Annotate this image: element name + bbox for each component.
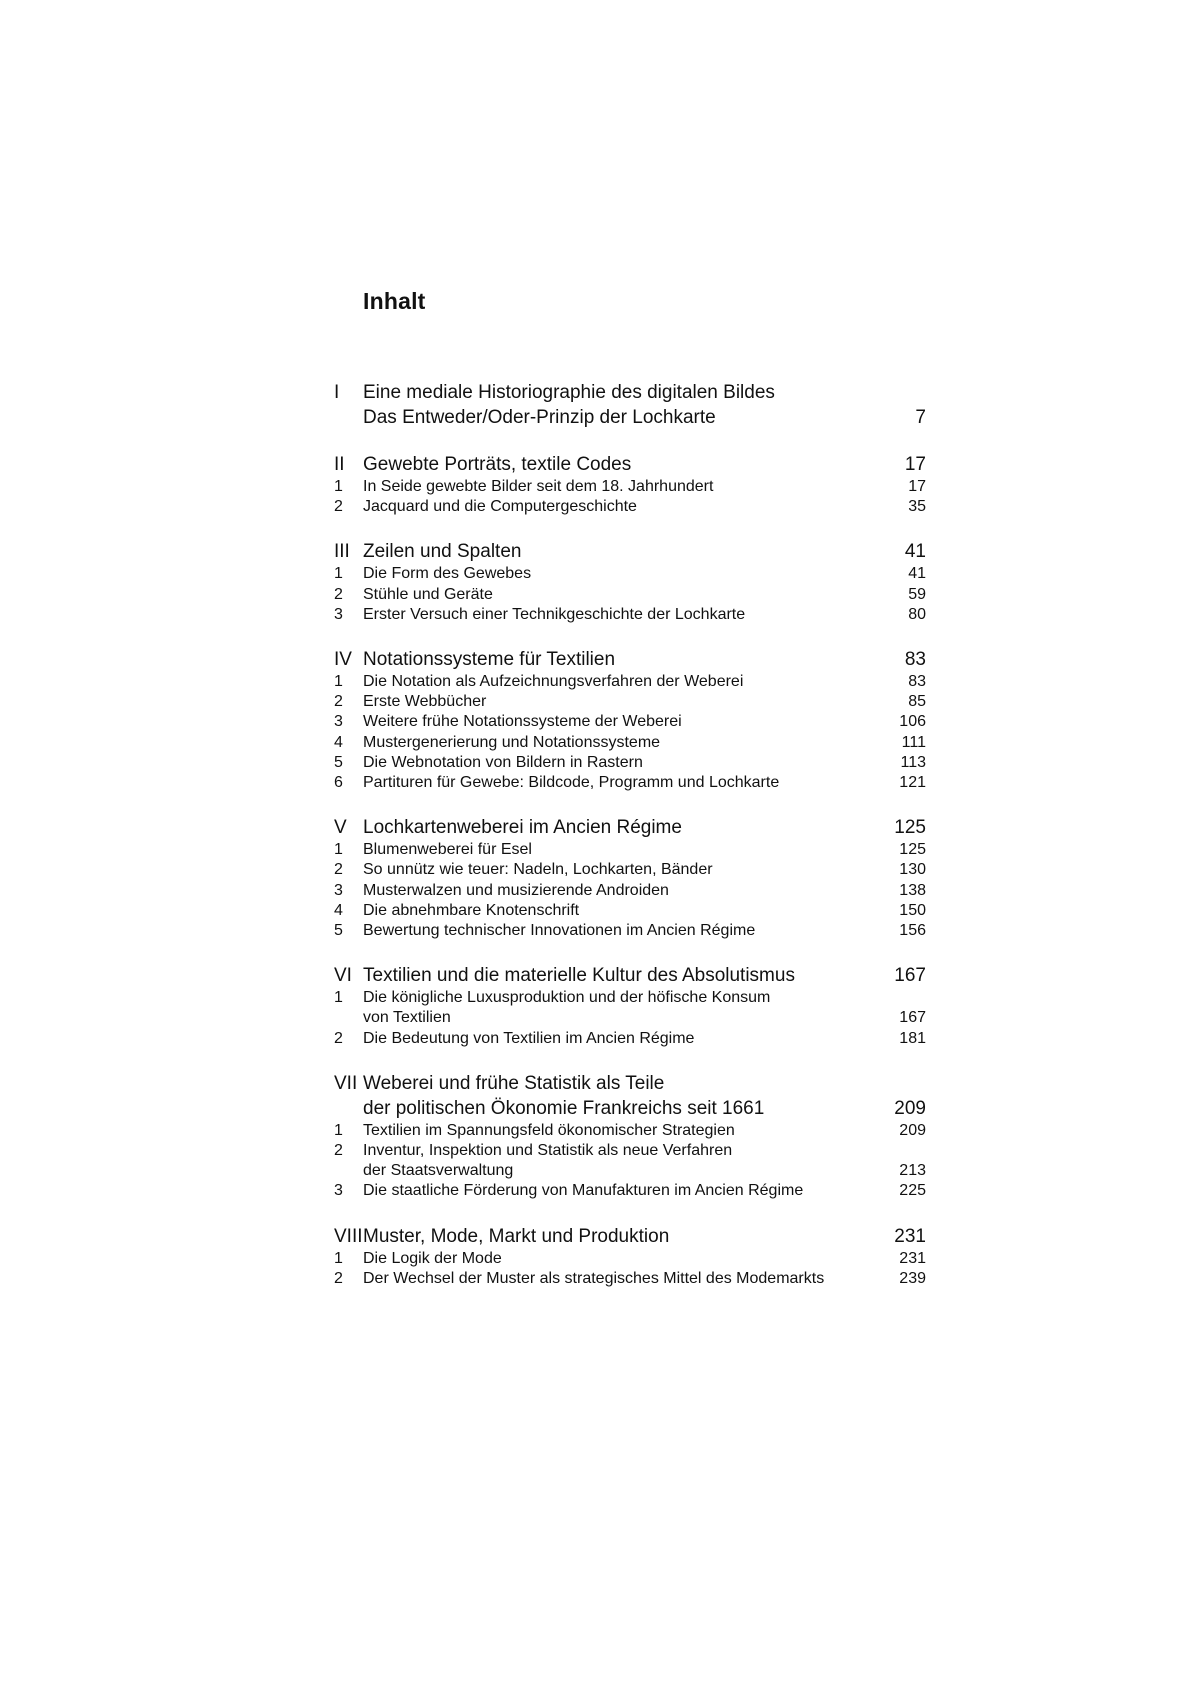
page-number: 41 — [904, 541, 926, 563]
chapter-title: Notationssysteme für Textilien — [363, 649, 616, 671]
chapter-heading-line — [334, 1096, 926, 1121]
chapter-title: Lochkartenweberei im Ancien Régime — [363, 817, 682, 839]
chapter-title: Textilien und die materielle Kultur des Absolutismus — [363, 965, 795, 987]
section-title: Mustergenerierung und Notationssysteme — [363, 733, 661, 751]
section-title: Der Wechsel der Muster als strategisches Mittel des Modemarkts — [363, 1269, 825, 1287]
chapter-title: Gewebte Porträts, textile Codes — [363, 454, 632, 475]
page-number: 83 — [908, 673, 926, 691]
section-number: 1 — [334, 989, 343, 1007]
section-title: So unnütz wie teuer: Nadeln, Lochkarten, Bänder — [363, 861, 713, 879]
section-number: 1 — [334, 478, 343, 495]
page-number: 231 — [894, 1225, 926, 1247]
section-number: 2 — [334, 585, 343, 603]
page-number: 83 — [904, 649, 926, 671]
section-number: 6 — [334, 774, 343, 792]
section-number: 3 — [334, 881, 343, 899]
section-entry — [334, 477, 926, 497]
section-entry — [334, 860, 926, 880]
section-number: 3 — [334, 605, 343, 623]
page-number: 209 — [894, 1097, 926, 1119]
section-number: 2 — [334, 1029, 343, 1047]
section-title: Jacquard und die Computergeschichte — [363, 498, 637, 516]
section-title: Textilien im Spannungsfeld ökonomischer Strategien — [363, 1121, 735, 1139]
page-number: 113 — [900, 753, 926, 771]
chapter-heading-line — [334, 1071, 926, 1096]
section-entry — [334, 988, 926, 1008]
section-title: Die abnehmbare Knotenschrift — [363, 901, 580, 919]
chapter-heading-line — [334, 1224, 926, 1249]
section-number: 1 — [334, 565, 343, 583]
section-entry — [334, 564, 926, 584]
section-title: Stühle und Geräte — [363, 585, 493, 603]
toc-chapter — [334, 539, 926, 625]
page-number: 35 — [908, 498, 926, 516]
section-entry — [334, 585, 926, 605]
section-entry — [334, 672, 926, 692]
page-number: 167 — [899, 1009, 926, 1027]
page-number: 138 — [899, 881, 926, 899]
toc-chapter — [334, 963, 926, 1049]
section-title: Weitere frühe Notationssysteme der Weberei — [363, 713, 682, 731]
page-number: 209 — [899, 1121, 926, 1139]
page-number: 239 — [899, 1269, 926, 1287]
toc-chapter — [334, 1224, 926, 1289]
section-title: Partituren für Gewebe: Bildcode, Programm und Lochkarte — [363, 774, 780, 792]
page-number: 59 — [908, 585, 926, 603]
chapter-number: I — [334, 382, 340, 403]
section-entry — [334, 1029, 926, 1049]
chapter-heading-line — [334, 539, 926, 564]
section-title: Die Bedeutung von Textilien im Ancien Régime — [363, 1029, 695, 1047]
chapter-number: VI — [334, 965, 352, 987]
chapter-heading-line — [334, 815, 926, 840]
page-number: 156 — [899, 922, 926, 940]
section-number: 1 — [334, 1249, 343, 1267]
toc-chapter — [334, 647, 926, 793]
page-number: 111 — [901, 733, 926, 751]
section-entry — [334, 1249, 926, 1269]
section-number: 2 — [334, 693, 343, 711]
chapter-heading-line — [334, 405, 926, 430]
table-of-contents — [334, 380, 926, 1311]
section-number: 3 — [334, 713, 343, 731]
page-number: 125 — [894, 817, 926, 839]
section-entry — [334, 901, 926, 921]
page-number: 17 — [904, 454, 926, 475]
page-number: 106 — [899, 713, 926, 731]
section-title: In Seide gewebte Bilder seit dem 18. Jahrhundert — [363, 478, 714, 495]
chapter-title: Zeilen und Spalten — [363, 541, 522, 563]
chapter-number: IV — [334, 649, 352, 671]
page-number: 41 — [908, 565, 926, 583]
section-number: 5 — [334, 753, 343, 771]
page-number: 121 — [899, 774, 926, 792]
section-entry — [334, 1008, 926, 1028]
chapter-title: der politischen Ökonomie Frankreichs seit 1661 — [363, 1097, 765, 1119]
chapter-number: III — [334, 541, 350, 563]
toc-chapter — [334, 815, 926, 941]
chapter-heading-line — [334, 963, 926, 988]
chapter-title: Weberei und frühe Statistik als Teile — [363, 1072, 665, 1094]
page-number: 167 — [894, 965, 926, 987]
chapter-title: Muster, Mode, Markt und Produktion — [363, 1225, 670, 1247]
section-number: 2 — [334, 1269, 343, 1287]
section-title: Musterwalzen und musizierende Androiden — [363, 881, 669, 899]
section-title: Erster Versuch einer Technikgeschichte der Lochkarte — [363, 605, 746, 623]
page-number: 17 — [908, 478, 926, 495]
page-number: 125 — [899, 841, 926, 859]
page-number: 231 — [899, 1249, 926, 1267]
section-entry — [334, 921, 926, 941]
section-entry — [334, 497, 926, 517]
section-number: 2 — [334, 861, 343, 879]
section-title: Blumenweberei für Esel — [363, 841, 532, 859]
section-number: 2 — [334, 498, 343, 516]
section-title: Inventur, Inspektion und Statistik als neue Verfahren — [363, 1142, 733, 1160]
section-number: 2 — [334, 1142, 343, 1160]
toc-chapter — [334, 452, 926, 517]
section-title: der Staatsverwaltung — [363, 1162, 514, 1180]
section-entry — [334, 773, 926, 793]
section-title: Die königliche Luxusproduktion und der höfische Konsum — [363, 989, 771, 1007]
page-number: 7 — [915, 407, 926, 428]
chapter-heading-line — [334, 452, 926, 477]
page-number: 181 — [899, 1029, 926, 1047]
toc-chapter — [334, 380, 926, 430]
section-entry — [334, 1141, 926, 1161]
section-entry — [334, 1269, 926, 1289]
chapter-number: VIII — [334, 1225, 363, 1247]
chapter-title: Eine mediale Historiographie des digitalen Bildes — [363, 382, 775, 403]
section-title: Die Notation als Aufzeichnungsverfahren der Weberei — [363, 673, 744, 691]
section-entry — [334, 1121, 926, 1141]
section-entry — [334, 753, 926, 773]
section-entry — [334, 1161, 926, 1181]
chapter-heading-line — [334, 380, 926, 405]
section-title: von Textilien — [363, 1009, 451, 1027]
page-number: 150 — [899, 901, 926, 919]
section-entry — [334, 881, 926, 901]
section-title: Die Logik der Mode — [363, 1249, 502, 1267]
page-number: 85 — [908, 693, 926, 711]
section-title: Die staatliche Förderung von Manufakturen im Ancien Régime — [363, 1182, 804, 1200]
chapter-number: V — [334, 817, 347, 839]
section-title: Erste Webbücher — [363, 693, 487, 711]
section-number: 3 — [334, 1182, 343, 1200]
chapter-heading-line — [334, 647, 926, 672]
page-number: 130 — [899, 861, 926, 879]
section-title: Die Webnotation von Bildern in Rastern — [363, 753, 643, 771]
section-entry — [334, 733, 926, 753]
section-entry — [334, 1181, 926, 1201]
section-entry — [334, 712, 926, 732]
section-number: 4 — [334, 733, 343, 751]
chapter-number: VII — [334, 1072, 358, 1094]
section-entry — [334, 605, 926, 625]
section-number: 1 — [334, 1121, 343, 1139]
section-entry — [334, 840, 926, 860]
page-number: 213 — [899, 1162, 926, 1180]
section-title: Bewertung technischer Innovationen im Ancien Régime — [363, 922, 756, 940]
section-number: 4 — [334, 901, 343, 919]
chapter-number: II — [334, 454, 345, 475]
page-number: 80 — [908, 605, 926, 623]
section-number: 5 — [334, 922, 343, 940]
page-number: 225 — [899, 1182, 926, 1200]
toc-chapter — [334, 1071, 926, 1202]
section-entry — [334, 692, 926, 712]
section-number: 1 — [334, 841, 343, 859]
section-title: Die Form des Gewebes — [363, 565, 532, 583]
page-title: Inhalt — [363, 288, 426, 314]
section-number: 1 — [334, 673, 343, 691]
chapter-title: Das Entweder/Oder-Prinzip der Lochkarte — [363, 407, 716, 428]
